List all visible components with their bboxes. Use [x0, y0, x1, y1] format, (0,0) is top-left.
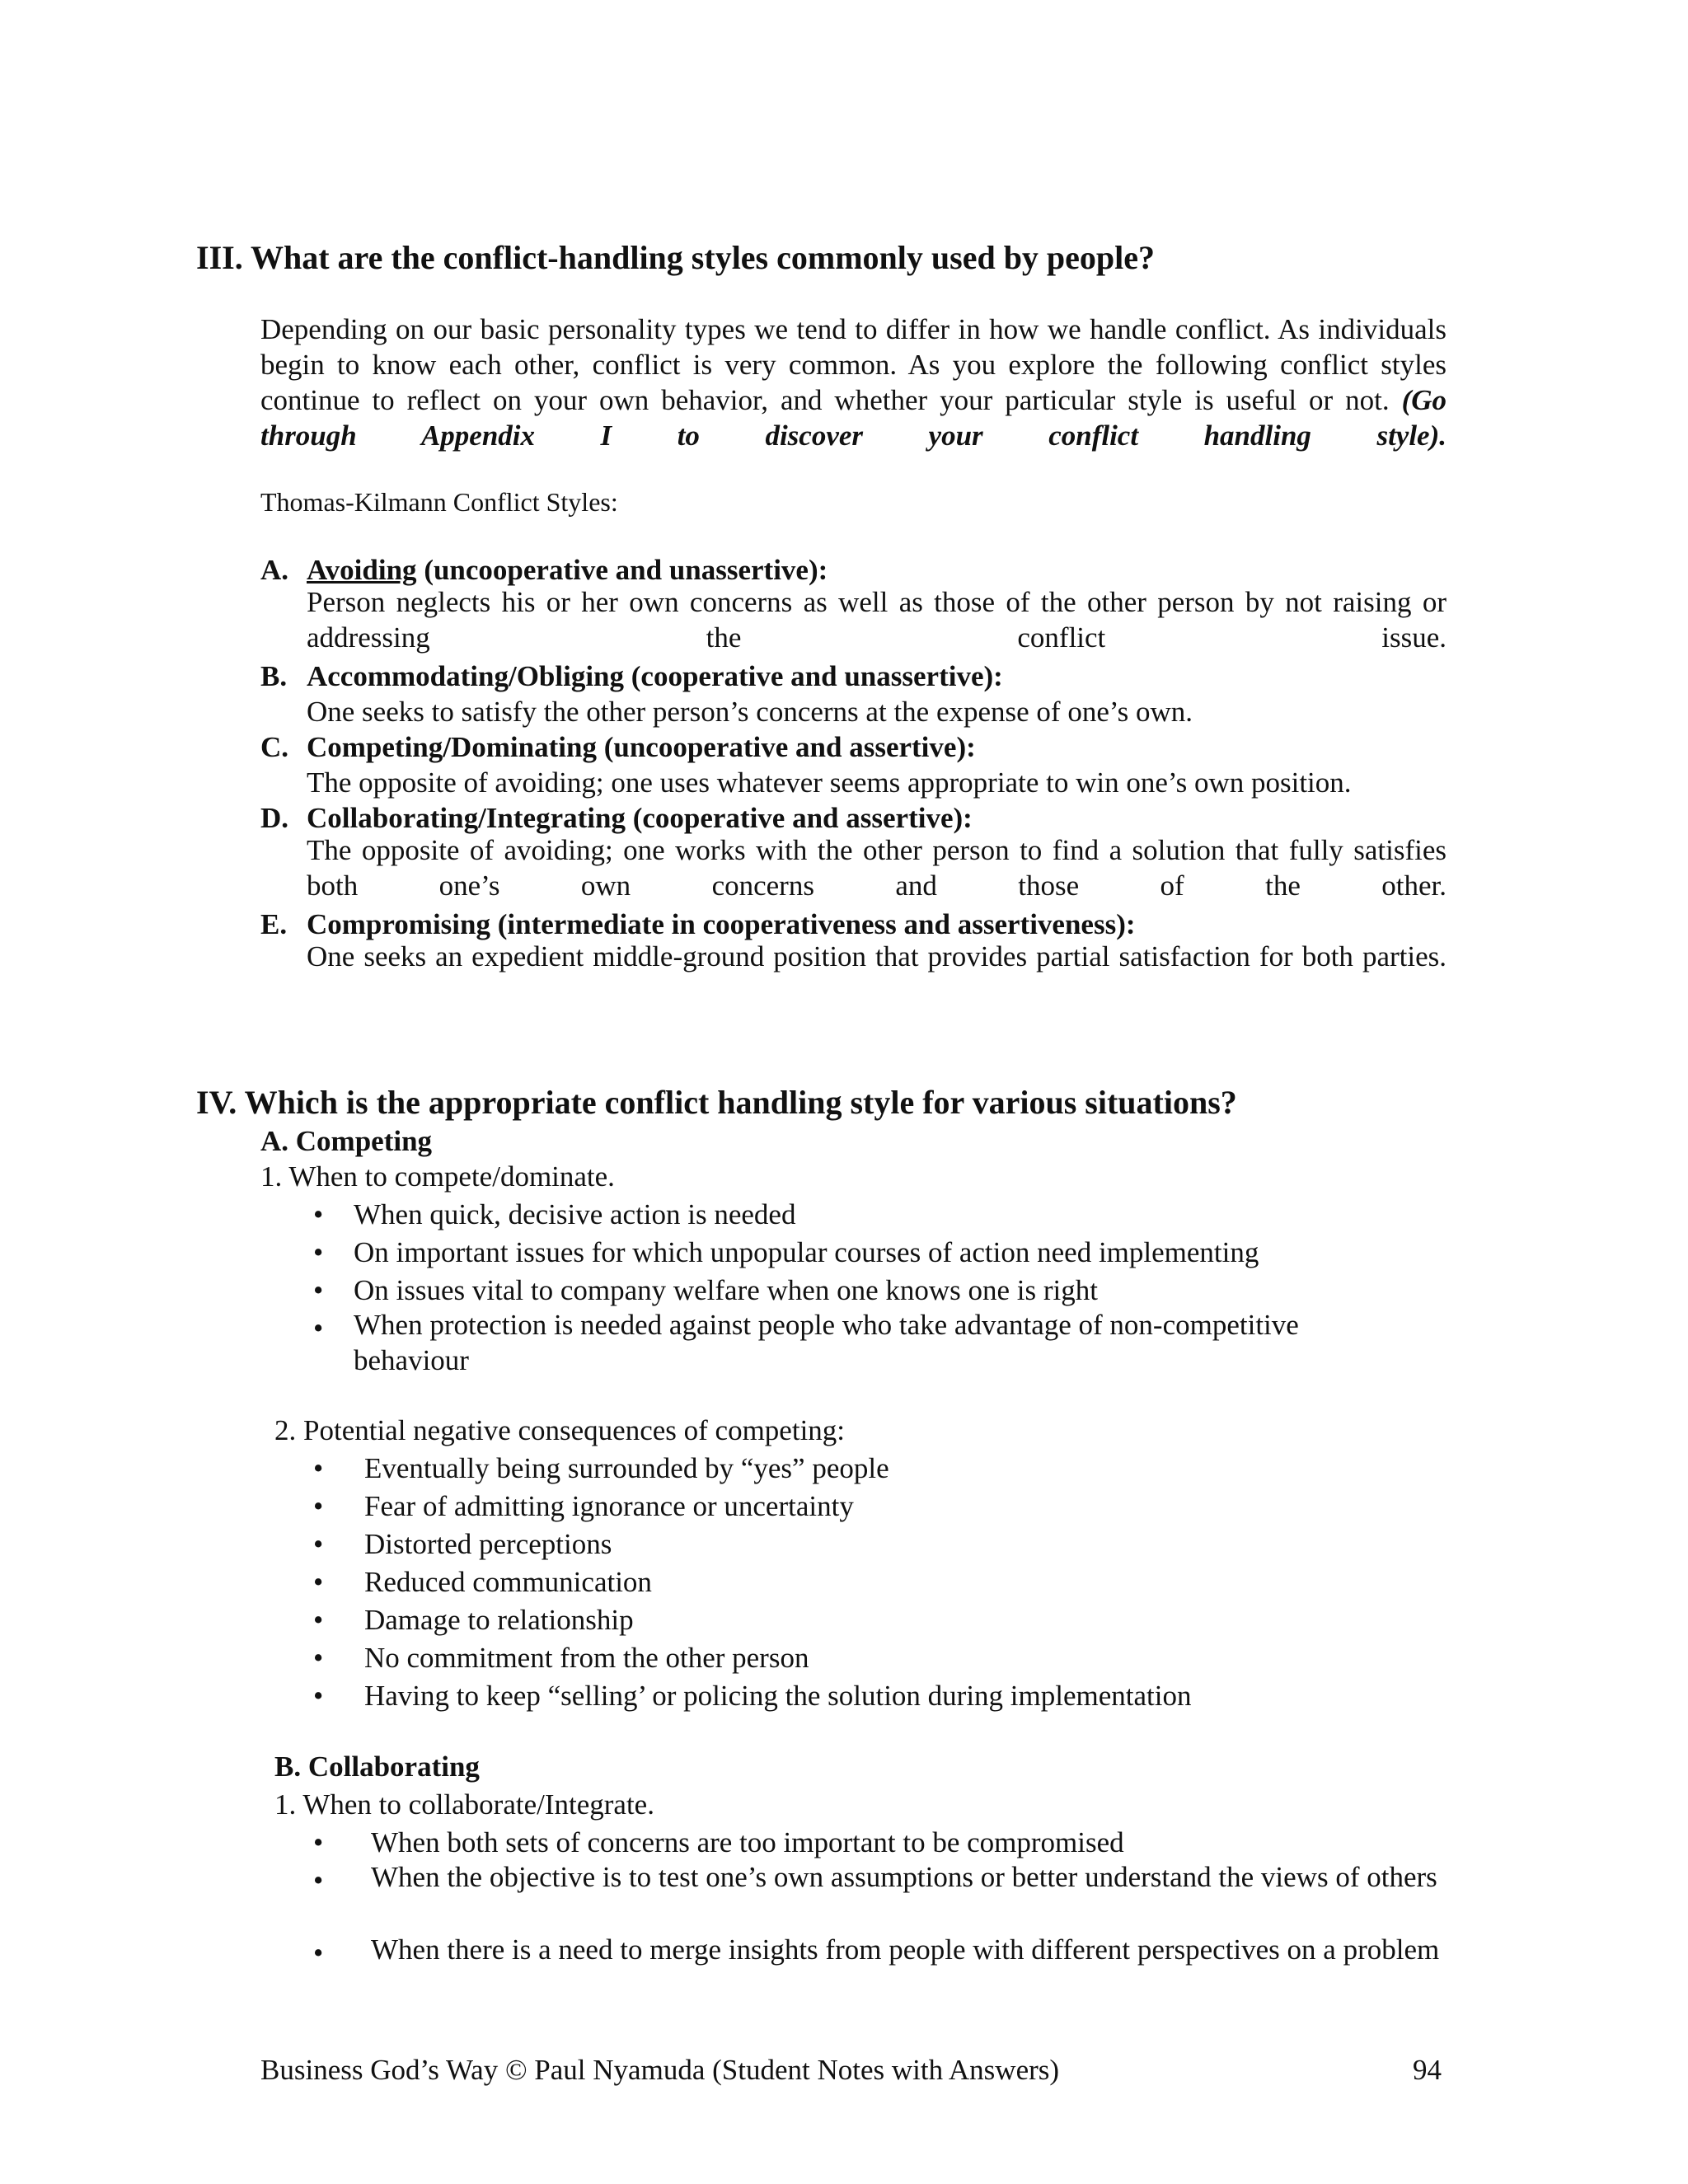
style-e-title: Compromising (intermediate in cooperativeness and assertiveness): [307, 908, 1136, 940]
competing-when-item: On issues vital to company welfare when one knows one is right [354, 1274, 1099, 1306]
style-c-letter: C. [260, 731, 289, 763]
style-a-qualifier: (uncooperative and unassertive): [416, 554, 828, 586]
style-a-desc: Person neglects his or her own concerns as well as those of the other person by not raising or addressing the conflict issue. [307, 586, 1447, 654]
style-d-desc: The opposite of avoiding; one works with the other person to find a solution that fully satisfies both one’s own concerns and those of the other. [307, 834, 1447, 902]
footer-text: Business God’s Way © Paul Nyamuda (Student Notes with Answers) [260, 2054, 1060, 2086]
style-b-desc: One seeks to satisfy the other person’s concerns at the expense of one’s own. [307, 696, 1193, 728]
collaborating-when-item: When the objective is to test one’s own assumptions or better understand the views of others [371, 1861, 1437, 1893]
bullet-icon: • [313, 1452, 324, 1484]
collaborating-title: B. Collaborating [274, 1750, 480, 1783]
bullet-icon: • [313, 1490, 324, 1522]
collaborating-when-item: When both sets of concerns are too important to be compromised [371, 1826, 1124, 1858]
intro-text: Depending on our basic personality types we tend to differ in how we handle conflict. As individuals begin to know each other, conflict is very common. As you explore the following conflict styles continue to reflect on your own behavior, and whether your particular style is useful or not. [260, 313, 1447, 416]
bullet-icon: • [313, 1274, 324, 1306]
section-3-intro [260, 312, 1447, 489]
section-3-heading: III. What are the conflict-handling styles commonly used by people? [196, 239, 1156, 276]
style-e-desc: One seeks an expedient middle-ground position that provides partial satisfaction for both parties. [307, 940, 1447, 972]
style-c-desc: The opposite of avoiding; one uses whatever seems appropriate to win one’s own position. [307, 766, 1352, 799]
collaborating-when-label: 1. When to collaborate/Integrate. [274, 1788, 654, 1821]
competing-when-item: When protection is needed against people who take advantage of non-competitive behaviour [354, 1309, 1299, 1376]
competing-neg-item: Damage to relationship [364, 1604, 634, 1636]
bullet-icon: • [313, 1642, 324, 1674]
competing-neg-item: Distorted perceptions [364, 1528, 612, 1560]
collaborating-when-item: When there is a need to merge insights from people with different perspectives on a problem [371, 1933, 1440, 1966]
competing-when-item: On important issues for which unpopular courses of action need implementing [354, 1236, 1259, 1268]
bullet-icon: • [313, 1864, 324, 1896]
bullet-icon: • [313, 1604, 324, 1636]
bullet-icon: • [313, 1236, 324, 1268]
competing-title: A. Competing [260, 1125, 433, 1157]
style-b-title: Accommodating/Obliging (cooperative and unassertive): [307, 660, 1003, 692]
style-a-letter: A. [260, 554, 289, 586]
styles-label: Thomas-Kilmann Conflict Styles: [260, 487, 618, 517]
bullet-icon: • [313, 1680, 324, 1712]
competing-when-item: When quick, decisive action is needed [354, 1198, 796, 1230]
bullet-icon: • [313, 1826, 324, 1858]
style-b-letter: B. [260, 660, 288, 692]
bullet-icon: • [313, 1312, 324, 1344]
page-number: 94 [1413, 2054, 1442, 2086]
bullet-icon: • [313, 1528, 324, 1560]
bullet-icon: • [313, 1198, 324, 1230]
bullet-icon: • [313, 1566, 324, 1598]
competing-when-label: 1. When to compete/dominate. [260, 1160, 615, 1193]
style-d-letter: D. [260, 802, 289, 834]
competing-neg-item: Fear of admitting ignorance or uncertainty [364, 1490, 854, 1522]
bullet-icon: • [313, 1937, 324, 1969]
style-e-letter: E. [260, 908, 288, 940]
style-a-title [307, 555, 828, 584]
style-d-title: Collaborating/Integrating (cooperative and assertive): [307, 802, 973, 834]
competing-neg-item: Having to keep “selling’ or policing the solution during implementation [364, 1680, 1192, 1712]
competing-neg-item: Reduced communication [364, 1566, 652, 1598]
competing-neg-item: No commitment from the other person [364, 1642, 809, 1674]
section-4-heading: IV. Which is the appropriate conflict handling style for various situations? [196, 1084, 1237, 1121]
style-c-title: Competing/Dominating (uncooperative and assertive): [307, 731, 976, 763]
style-a-name: Avoiding [307, 554, 417, 586]
competing-neg-item: Eventually being surrounded by “yes” people [364, 1452, 889, 1484]
intro-emphasis: (Go through Appendix I to discover your conflict handling style). [260, 384, 1447, 452]
competing-neg-label: 2. Potential negative consequences of competing: [274, 1414, 846, 1446]
